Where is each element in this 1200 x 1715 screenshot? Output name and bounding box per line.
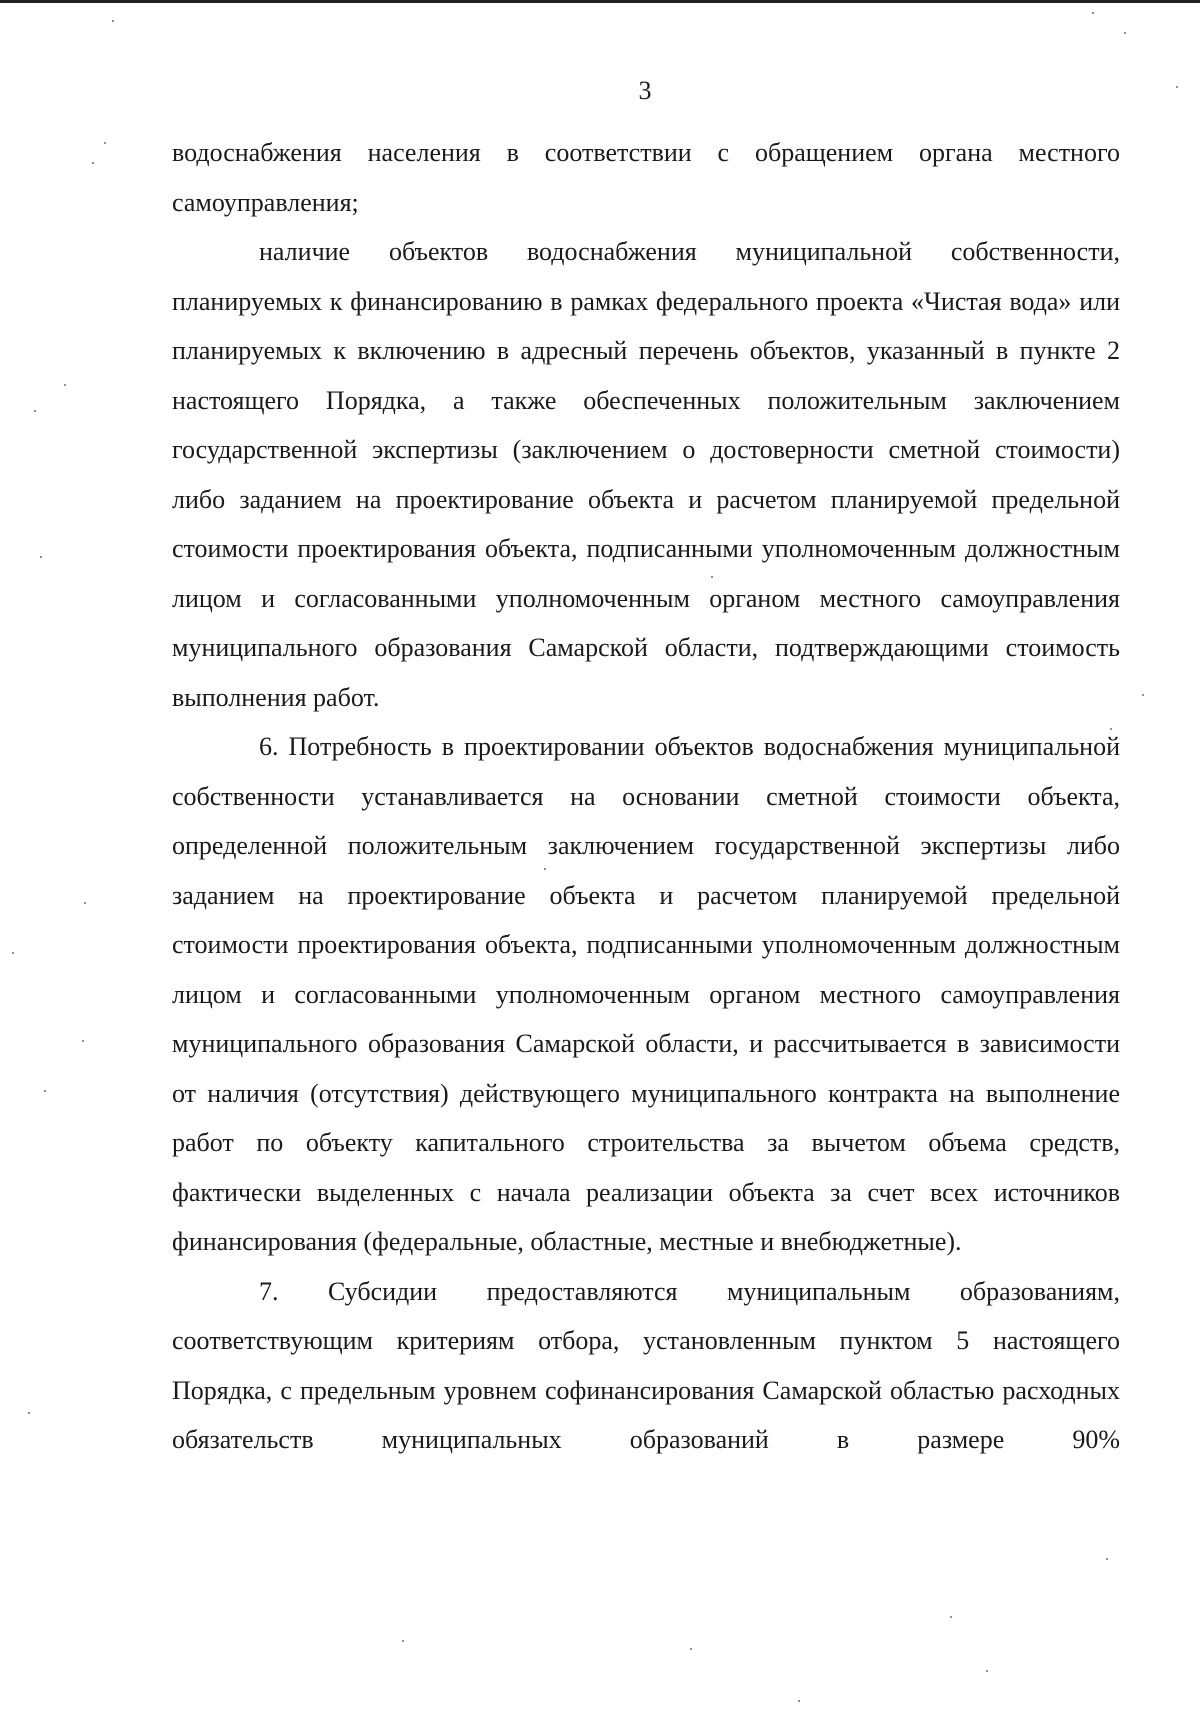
text-line: достоверности сметной стоимости) либо заданием на проектирование объекта	[172, 435, 1120, 514]
scan-speck	[544, 868, 546, 870]
text-line: самоуправления;	[172, 187, 359, 217]
scan-speck	[34, 410, 36, 412]
text-line: указанный в пункте 2 настоящего Порядка, а также обеспеченных	[172, 336, 1120, 415]
text-line: уполномоченным органом местного самоуправления муниципального	[172, 583, 1120, 662]
scan-speck	[986, 1670, 988, 1672]
text-line: работ.	[313, 682, 380, 712]
scan-speck	[40, 556, 42, 558]
scan-speck	[12, 952, 14, 954]
paragraph-7-subsidies	[172, 1267, 1120, 1465]
scan-speck	[798, 1700, 800, 1702]
paragraph-6-design-need	[172, 722, 1120, 1267]
text-line: государственной экспертизы либо заданием на проектирование объекта и	[172, 831, 1121, 910]
paragraph-water-supply-request	[172, 128, 1120, 227]
text-line: 7. Субсидии предоставляются муниципальным образованиям,	[259, 1276, 1120, 1306]
text-line: и расчетом планируемой предельной стоимости проектирования объекта,	[172, 484, 1120, 563]
scan-speck	[84, 902, 86, 904]
scan-speck	[950, 1616, 952, 1618]
text-line: фактически выделенных с начала реализации объекта за счет всех источников	[172, 1177, 1120, 1207]
text-line: вода» или планируемых к включению в адресный перечень объектов,	[172, 286, 1120, 365]
text-line: планируемых к финансированию в рамках федерального проекта «Чистая	[172, 286, 1002, 316]
scan-speck	[104, 142, 106, 144]
text-line: Порядка, с предельным уровнем софинансирования Самарской областью	[172, 1375, 995, 1405]
scan-speck	[82, 1040, 84, 1042]
text-line: подписанными уполномоченным должностным лицом и согласованными	[172, 534, 1120, 613]
scan-speck	[1092, 12, 1094, 14]
scan-speck	[1110, 728, 1112, 730]
scan-speck	[711, 576, 713, 578]
scan-speck	[1176, 86, 1178, 88]
scan-speck	[1106, 1558, 1108, 1560]
scan-speck	[28, 1412, 30, 1414]
top-border-line	[0, 0, 1200, 3]
paragraph-municipal-objects-criteria	[172, 227, 1120, 722]
scan-speck	[402, 1640, 404, 1642]
text-line: образования Самарской области, и рассчитывается в зависимости от наличия	[172, 1029, 1120, 1108]
text-line: уполномоченным органом местного самоуправления муниципального	[172, 979, 1120, 1058]
text-line: по объекту капитального строительства за вычетом объема средств,	[256, 1128, 1121, 1157]
text-line: расходных обязательств муниципальных образований в размере 90%	[172, 1375, 1121, 1454]
text-line: образования Самарской области, подтверждающими стоимость выполнения	[172, 633, 1121, 712]
text-line: подписанными уполномоченным должностным лицом и согласованными	[172, 930, 1120, 1009]
scan-speck	[44, 1090, 46, 1092]
text-line: муниципальной собственности устанавливается на основании сметной	[172, 732, 1121, 811]
text-line: (отсутствия) действующего муниципального контракта на выполнение работ	[172, 1078, 1121, 1157]
text-line: 6. Потребность в проектировании объектов водоснабжения	[259, 732, 934, 761]
scan-speck	[1142, 694, 1144, 696]
scan-speck	[112, 20, 114, 22]
scan-speck	[64, 384, 66, 386]
text-line: соответствующим критериям отбора, установленным пунктом 5 настоящего	[172, 1326, 1120, 1355]
scan-speck	[690, 1648, 692, 1650]
document-body	[172, 128, 1120, 1465]
scan-speck	[92, 162, 94, 164]
text-line: расчетом планируемой предельной стоимости проектирования объекта,	[172, 880, 1120, 959]
scan-speck	[1124, 32, 1126, 34]
text-line: финансирования (федеральные, областные, местные и внебюджетные).	[172, 1227, 962, 1256]
text-line: стоимости объекта, определенной положительным заключением	[172, 781, 1121, 860]
text-line: положительным заключением государственной экспертизы (заключением о	[172, 385, 1121, 464]
text-line: наличие объектов водоснабжения муниципальной собственности,	[259, 237, 1120, 266]
page-number: 3	[638, 76, 652, 105]
text-line: водоснабжения населения в соответствии с обращением органа местного	[172, 138, 1120, 167]
